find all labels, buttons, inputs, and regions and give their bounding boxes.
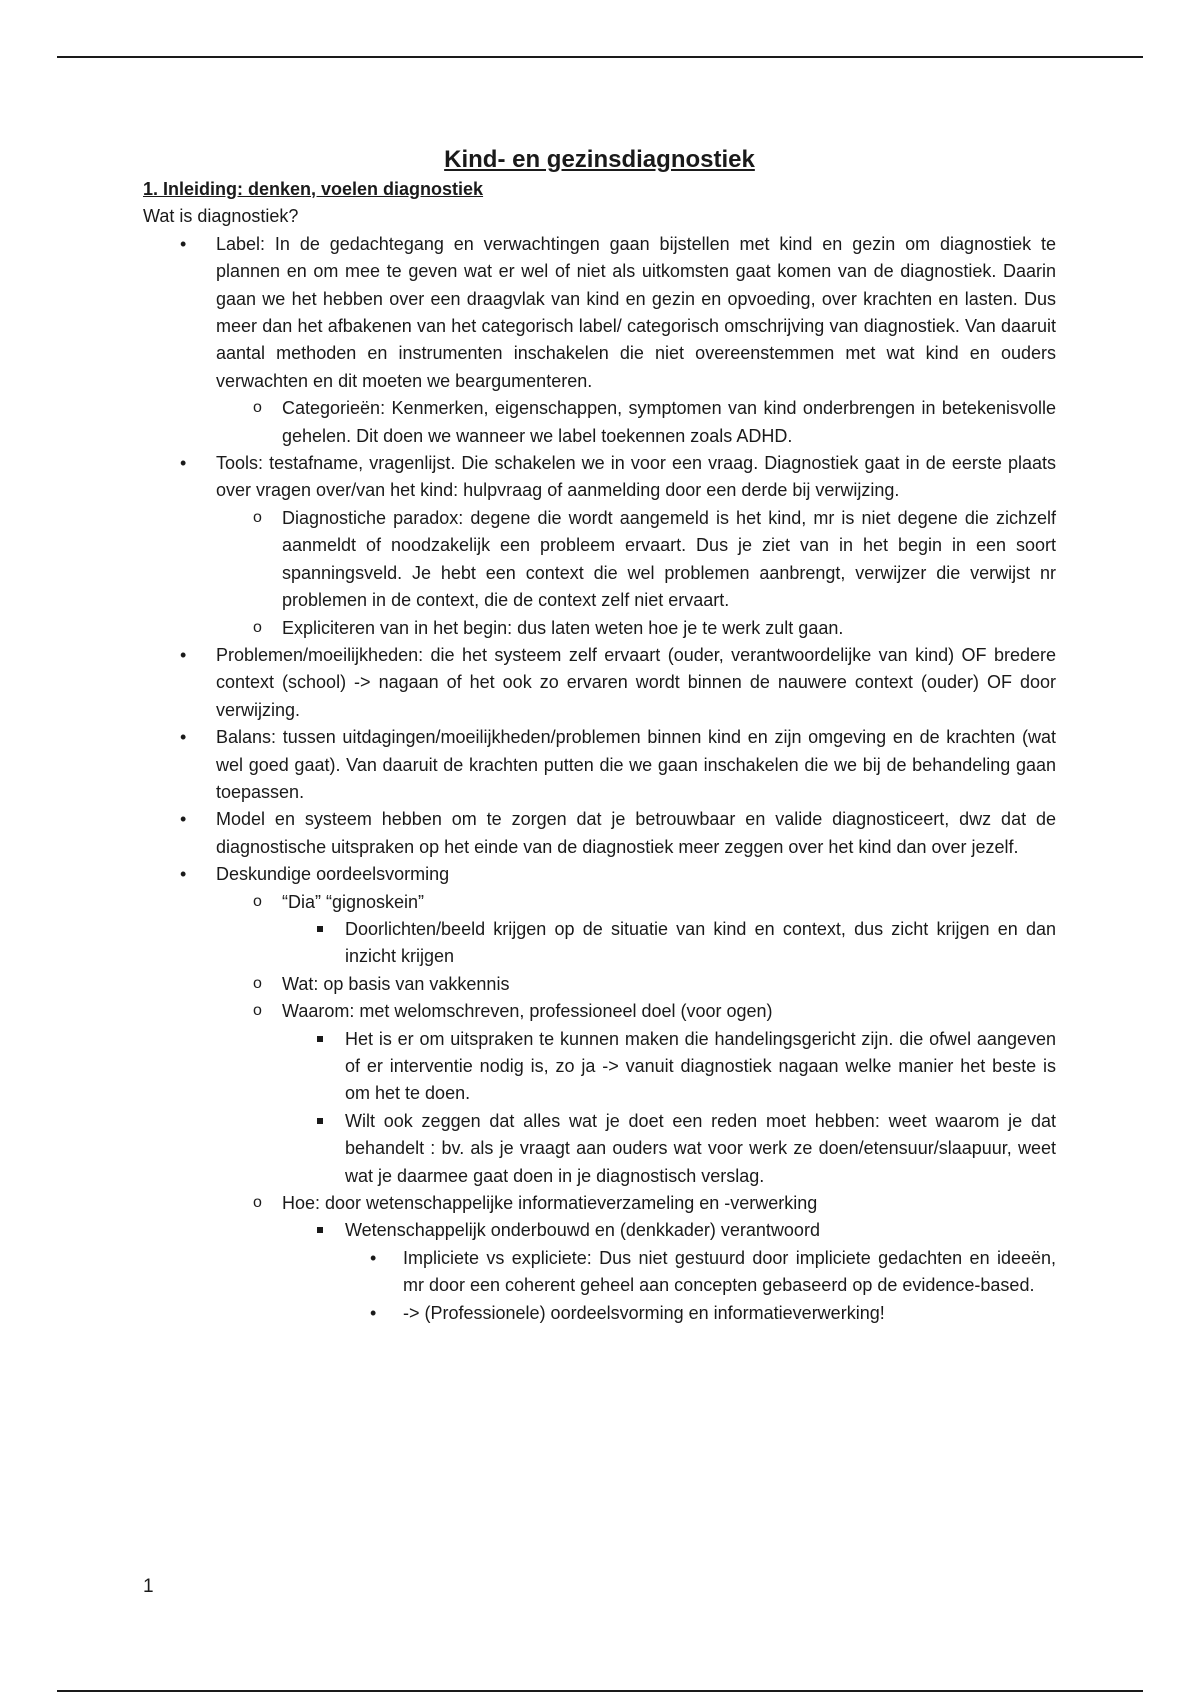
sub-sub-list [282, 1217, 1056, 1327]
list-item [143, 231, 1056, 450]
list-item [216, 971, 1056, 998]
footer-rule [57, 1690, 1143, 1692]
main-list [143, 231, 1056, 1327]
list-item [282, 1108, 1056, 1190]
item-text-doorlichten: Doorlichten/beeld krijgen op de situatie van kind en context, dus zicht krijgen en dan inzicht krijgen [345, 918, 1056, 967]
item-text-uitspraken: Het is er om uitspraken te kunnen maken die handelingsgericht zijn. die ofwel aangeven of er interventie nodig is, zo ja -> vanuit diagnostiek nagaan welke manier het beste is om het te doen. [345, 1028, 1056, 1104]
list-item [282, 1217, 1056, 1327]
item-text-wat: Wat: op basis van vakkennis [282, 973, 510, 994]
item-text-impliciete: Impliciete vs expliciete: Dus niet gestuurd door impliciete gedachten en ideeën, mr door een coherent geheel aan concepten gebaseerd op de evidence-based. [403, 1247, 1056, 1296]
list-item [143, 806, 1056, 861]
item-text-onderbouwd: Wetenschappelijk onderbouwd en (denkkader) verantwoord [345, 1220, 820, 1241]
list-item [345, 1300, 1056, 1327]
level4-list [345, 1245, 1056, 1327]
item-text-expliciteren: Expliciteren van in het begin: dus laten weten hoe je te werk zult gaan. [282, 617, 844, 638]
item-text-waarom: Waarom: met welomschreven, professioneel doel (voor ogen) [282, 1001, 773, 1022]
item-text-balans: Balans: tussen uitdagingen/moeilijkheden/problemen binnen kind en zijn omgeving en de krachten (wat wel goed gaat). Van daaruit de krachten putten die we gaan inschakelen die we bij de behandeling gaan toepassen. [216, 727, 1056, 802]
sub-sub-list [282, 1026, 1056, 1190]
sub-list [216, 505, 1056, 642]
intro-question: Wat is diagnostiek? [143, 206, 299, 227]
item-text-deskundige: Deskundige oordeelsvorming [216, 864, 450, 885]
list-item [216, 998, 1056, 1190]
list-item [216, 889, 1056, 971]
header-rule [57, 56, 1143, 58]
item-text-paradox: Diagnostiche paradox: degene die wordt aangemeld is het kind, mr is niet degene die zichzelf aanmeldt of noodzakelijk een probleem ervaart. Dus je ziet van in het begin in een soort spanningsveld. Je hebt een context die wel problemen aanbrengt, verwijzer die verwijst nr problemen in de context, die de context zelf niet ervaart. [282, 507, 1056, 611]
list-item [216, 395, 1056, 450]
item-text-reden: Wilt ook zeggen dat alles wat je doet een reden moet hebben: weet waarom je dat behandelt : bv. als je vraagt aan ouders wat voor werk ze doen/etensuur/slaapuur, weet wat je daarmee gaat doen in je diagnostisch verslag. [345, 1110, 1056, 1186]
document-title: Kind- en gezinsdiagnostiek [444, 146, 755, 173]
section-heading: 1. Inleiding: denken, voelen diagnostiek [143, 179, 484, 199]
list-item [143, 642, 1056, 724]
item-text-problemen: Problemen/moeilijkheden: die het systeem zelf ervaart (ouder, verantwoordelijke van kind) OF bredere context (school) -> nagaan of het ook zo ervaren wordt binnen de nauwere context (ouder) OF door verwijzing. [216, 644, 1056, 720]
sub-list [216, 395, 1056, 450]
item-text-oordeelsvorming: -> (Professionele) oordeelsvorming en informatieverwerking! [403, 1302, 885, 1323]
list-item [216, 1190, 1056, 1327]
list-item [282, 1026, 1056, 1108]
list-item [345, 1245, 1056, 1300]
item-text-label: Label: In de gedachtegang en verwachtingen gaan bijstellen met kind en gezin om diagnostiek te plannen en om mee te geven wat er wel of niet als uitkomsten gaat komen van de diagnostiek. Daarin gaan we het hebben over een draagvlak van kind en gezin en opvoeding, over krachten en lasten. Dus meer dan het afbakenen van het categorisch label/ categorisch omschrijving van diagnostiek. Van daaruit aantal methoden en instrumenten inschakelen die niet overeenstemmen met wat kind en ouders verwachten en dit moeten we beargumenteren. [216, 233, 1056, 391]
list-item [143, 724, 1056, 806]
item-text-hoe: Hoe: door wetenschappelijke informatieverzameling en -verwerking [282, 1193, 818, 1214]
page-content [143, 144, 1056, 1327]
list-item [143, 450, 1056, 642]
list-item [282, 916, 1056, 971]
item-text-model: Model en systeem hebben om te zorgen dat je betrouwbaar en valide diagnosticeert, dwz dat de diagnostische uitspraken op het einde van de diagnostiek meer zeggen over het kind dan over jezelf. [216, 809, 1056, 857]
item-text-tools: Tools: testafname, vragenlijst. Die schakelen we in voor een vraag. Diagnostiek gaat in de eerste plaats over vragen over/van het kind: hulpvraag of aanmelding door een derde bij verwijzing. [216, 453, 1056, 501]
sub-sub-list [282, 916, 1056, 971]
list-item [216, 615, 1056, 642]
list-item [143, 861, 1056, 1327]
sub-list [216, 889, 1056, 1328]
item-text-categorieen: Categorieën: Kenmerken, eigenschappen, symptomen van kind onderbrengen in betekenisvolle gehelen. Dit doen we wanneer we label toekennen zoals ADHD. [282, 398, 1056, 446]
list-item [216, 505, 1056, 615]
page-number: 1 [143, 1576, 154, 1597]
item-text-dia: “Dia” “gignoskein” [282, 891, 425, 912]
